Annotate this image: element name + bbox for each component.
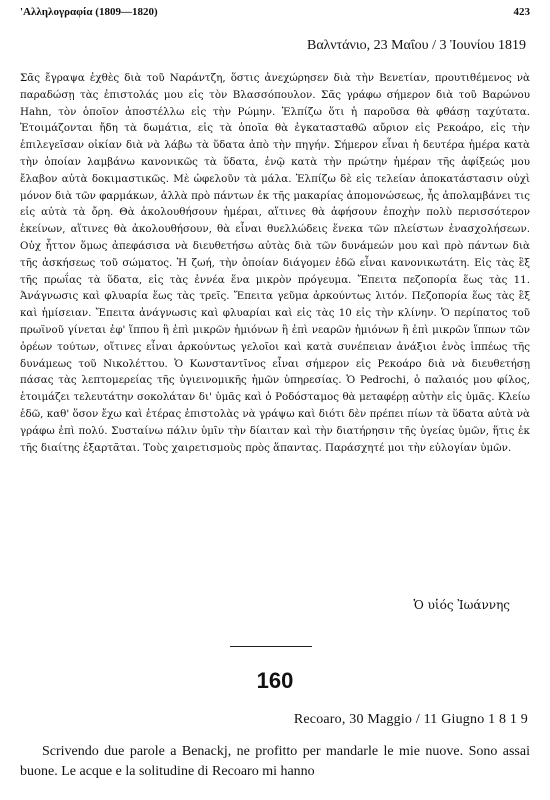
letter-number: 160 (256, 668, 294, 693)
letter-paragraph: Σᾶς ἔγραψα ἐχθὲς διὰ τοῦ Ναράντζη, ὅστις ἀνεχώρησεν διὰ τὴν Βενετίαν, προυτιθέμενος νὰ παραδώσῃ τὰς ἐπιστολάς μου εἰς τὸν Βλασσόπουλον. Σᾶς γράφω σήμερον διὰ τοῦ Βαρώνου Hahn, τὸν ὁποῖον ἀποστέλλω εἰς τὴν Ρώμην. Ἐλπίζω ὅτι ἡ παροῦσα θὰ φθάσῃ ταχύτατα. Ἑτοιμάζονται ἤδη τὰ δωμάτια, εἰς τὰ ὁποῖα θὰ ἐγκατασταθῶ αὔριον εἰς Ρεκοάρο, εἰς τὴν ἐπιλεγεῖσαν οἰκίαν διὰ νὰ λάβω τὰ ὕδατα ἀπὸ τὴν πηγήν. Σήμερον εἶναι ἡ δευτέρα ἡμέρα κατὰ τὴν ὁποίαν λαμβάνω κανονικῶς τὰ ὕδατα, ἐνῷ κατὰ τὴν πρώτην ἡμέραν τῆς ἀφίξεώς μου ἔλαβον αὐτὰ δοκιμαστικῶς. Μὲ ὠφελοῦν τὰ μάλα. Ἐλπίζω δὲ εἰς τελείαν ἀποκατάστασιν οὐχὶ μόνον διὰ τῶν φαρμάκων, ἀλλὰ πρὸ πάντων ἐκ τῆς μακαρίας ἀπομονώσεως, ἧς ἀπολαμβάνει τις εἰς αὐτὰ τὰ ὄρη. Θὰ ἀκολουθήσουν ἡμέραι, αἵτινες θὰ ἀφήσουν ἐποχὴν πολὺ περισσότερον ἐκείνων, αἵτινες θὰ ἀκολουθήσουν, θὰ εἶναι θυελλώδεις ἕνεκα τῶν πλείστων ἐνασχολήσεων. Οὐχ ἧττον ὅμως ἀπεφάσισα νὰ διευθετήσω αὐτὰς διὰ τῶν δυνάμεών μου καὶ πρὸ πάντων διὰ τῆς ἀσκήσεως τοῦ σώματος. Ἡ ζωή, τὴν ὁποίαν διάγομεν ἐδῶ εἶναι κανονικωτάτη. Εἰς τὰς ἓξ τῆς πρωΐας τὰ ὕδατα, εἰς τὰς ἐννέα ἕνα μικρὸν πρόγευμα. Ἔπειτα πεζοπορία ἕως τὰς 11. Ἀνάγνωσις καὶ φλυαρία ἕως τὰς τρεῖς. Ἔπειτα γεῦμα ἀρκούντως λιτόν. Πεζοπορία ἕως τὰς ἓξ καὶ ἡμίσειαν. Ἔπειτα ἀνάγνωσις καὶ φλυαρίαι καὶ εἰς τὰς 10 εἰς τὴν κλίνην. Ὁ περίπατος τοῦ πρωϊνοῦ γίνεται ἐφ' ἵππου ἢ ἐπὶ μικρῶν ἡμιόνων ἢ ἐπὶ νεαρῶν ἡμιόνων ἢ ἐπὶ μικρῶν ἵππων τῶν ὀρέων τούτων, οἵτινες εἶναι ἀρκούντως γελοῖοι καὶ κατὰ συνέπειαν ἀνάξιοι ἑνὸς ἱππέως τῆς δυνάμεως τοῦ Νικολέττου. Ὁ Κωνσταντῖνος εἶναι σήμερον εἰς Ρεκοάρο διὰ νὰ διευθετήσῃ πάσας τὰς λεπτομερείας τῆς ὑγιεινομικῆς ἡμῶν ὑπηρεσίας. Ὁ Pedrochi, ὁ παλαιός μου φίλος, ἑτοιμάζει τελευτάτην σοκολάταν δι' ὑμᾶς καὶ ὁ Ροδόσταμος θὰ μεταφέρῃ αὐτὴν εἰς ὑμᾶς. Κλείω ἐδῶ, καθ' ὅσον ἔχω καὶ ἑτέρας ἐπιστολὰς νὰ γράψω καὶ διότι δὲν πρέπει πίων τὰ ὕδατα αὐτὰ νὰ γράφω ἐπὶ πολύ. Συσταίνω πάλιν ὑμῖν τὴν δίαιταν καὶ τὴν διατήρησιν τῆς ὑγείας ὑμῶν, ἥτις ἐκ τῆς διαίτης ἐξαρτᾶται. Τοὺς χαιρετισμοὺς πρὸς ἅπαντας. Παράσχητέ μοι τὴν εὐλογίαν ὑμῶν. (20, 72, 530, 454)
running-header (20, 6, 530, 22)
running-head-title: 'Αλληλογραφία (1809—1820) (20, 6, 158, 18)
section-divider (230, 646, 312, 647)
letter-dateline-greek: Βαλντάνιο, 23 Μαΐου / 3 Ἰουνίου 1819 (307, 38, 526, 53)
letter-body-italian (20, 742, 530, 782)
page-number: 423 (513, 6, 530, 18)
letter-body-greek (20, 70, 530, 456)
letter-paragraph: Scrivendo due parole a Benackj, ne profitto per mandarle le mie nuove. Sono assai buone. Le acque e la solitudine di Recoaro mi hanno (20, 744, 530, 779)
letter-signature: Ὁ υἱός Ἰωάννης (413, 598, 510, 612)
letter-dateline-italian: Recoaro, 30 Maggio / 11 Giugno 1 8 1 9 (293, 712, 528, 727)
